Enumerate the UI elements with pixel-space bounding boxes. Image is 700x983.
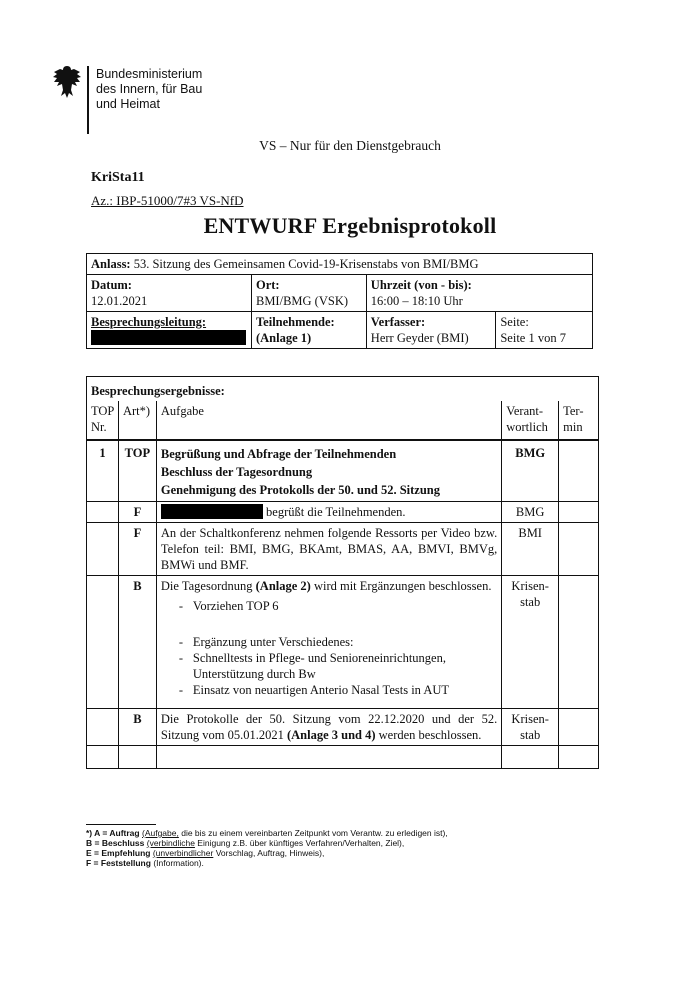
results-heading: Besprechungsergebnisse: <box>87 377 599 402</box>
table-row <box>87 709 599 746</box>
row1-line-3: Genehmigung des Protokolls der 50. und 52. Sitzung <box>160 483 441 497</box>
meeting-info-table <box>86 253 593 349</box>
row4-verantwortlich: Krisen-stab <box>502 576 559 709</box>
row2-aufgabe <box>156 502 501 523</box>
uhrzeit-cell <box>366 275 592 312</box>
row1-aufgabe <box>156 440 501 502</box>
footnote-e-key: E = Empfehlung <box>86 848 151 858</box>
anlass-value: 53. Sitzung des Gemeinsamen Covid-19-Krisenstabs von BMI/BMG <box>133 257 479 271</box>
row4-text-c: wird mit Ergänzungen beschlossen. <box>310 579 492 593</box>
people-row <box>87 312 593 349</box>
federal-eagle-icon <box>52 64 82 100</box>
ministry-line-1: Bundesministerium <box>96 67 203 81</box>
redaction-block <box>91 330 246 345</box>
seite-value: Seite 1 von 7 <box>500 331 566 345</box>
footnote-e-rest: Vorschlag, Auftrag, Hinweis), <box>213 848 325 858</box>
row6-aufgabe <box>156 746 501 769</box>
row2-termin <box>559 502 599 523</box>
verfasser-value: Herr Geyder (BMI) <box>370 331 469 345</box>
seite-label: Seite: <box>500 315 529 329</box>
row6-verantwortlich <box>502 746 559 769</box>
leitung-label: Besprechungsleitung: <box>91 315 207 329</box>
footnote-e <box>86 848 448 858</box>
row4-list <box>161 598 497 614</box>
ort-label: Ort: <box>255 278 280 292</box>
col-aufgabe-header: Aufgabe <box>156 401 501 440</box>
table-row <box>87 440 599 502</box>
leitung-cell <box>87 312 252 349</box>
footnote-a-underlined: (Aufgabe, <box>141 828 179 838</box>
col-verantwortlich-header: Verant-wortlich <box>502 401 559 440</box>
footnote-rule <box>86 824 156 825</box>
row5-termin <box>559 709 599 746</box>
verfasser-label: Verfasser: <box>370 315 426 329</box>
row4-aufgabe <box>156 576 501 709</box>
row5-aufgabe <box>156 709 501 746</box>
row1-verantwortlich: BMG <box>502 440 559 502</box>
results-header-row <box>87 401 599 440</box>
anlass-label: Anlass: <box>91 257 131 271</box>
row1-termin <box>559 440 599 502</box>
seite-cell <box>496 312 593 349</box>
teilnehmende-label: Teilnehmende: <box>255 315 335 329</box>
row6-termin <box>559 746 599 769</box>
row3-top <box>87 523 119 576</box>
col-top-header: TOP Nr. <box>87 401 119 440</box>
letterhead-bar <box>87 66 89 134</box>
table-row <box>87 523 599 576</box>
document-title: ENTWURF Ergebnisprotokoll <box>203 213 497 238</box>
ort-value: BMI/BMG (VSK) <box>255 294 349 308</box>
footnote-b-underlined: (verbindliche <box>146 838 195 848</box>
col-art-header: Art*) <box>118 401 156 440</box>
footnote-b-key: B = Beschluss <box>86 838 145 848</box>
row5-text-b: (Anlage 3 und 4) <box>286 728 376 742</box>
row5-text-c: werden beschlossen. <box>375 728 482 742</box>
row4-top <box>87 576 119 709</box>
row1-line-2: Beschluss der Tagesordnung <box>160 465 313 479</box>
footnote <box>86 828 448 868</box>
uhrzeit-label: Uhrzeit (von - bis): <box>370 278 472 292</box>
uhrzeit-value: 16:00 – 18:10 Uhr <box>370 294 463 308</box>
verfasser-cell <box>366 312 496 349</box>
row3-art: F <box>118 523 156 576</box>
datum-cell <box>87 275 252 312</box>
datum-value: 12.01.2021 <box>91 294 148 308</box>
anlass-row <box>87 254 593 275</box>
redaction-block <box>161 504 263 519</box>
footnote-f <box>86 858 448 868</box>
ministry-name <box>96 67 202 112</box>
datum-label: Datum: <box>91 278 132 292</box>
row6-top <box>87 746 119 769</box>
row4-text-a: Die Tagesordnung <box>160 579 256 593</box>
reference-number: Az.: IBP-51000/7#3 VS-NfD <box>91 193 244 208</box>
row5-top <box>87 709 119 746</box>
row2-art: F <box>118 502 156 523</box>
row2-top <box>87 502 119 523</box>
list-item: - Ergänzung unter Verschiedenes: <box>179 634 497 650</box>
footnote-a <box>86 828 448 838</box>
footnote-f-key: F = Feststellung <box>86 858 151 868</box>
list-item: - Schnelltests in Pflege- und Senioreneinrichtungen, Unterstützung durch Bw <box>179 650 497 682</box>
row5-verantwortlich: Krisen-stab <box>502 709 559 746</box>
table-row <box>87 746 599 769</box>
row2-verantwortlich: BMG <box>502 502 559 523</box>
row1-line-1: Begrüßung und Abfrage der Teilnehmenden <box>160 447 397 461</box>
teilnehmende-value: (Anlage 1) <box>255 331 312 345</box>
row3-verantwortlich: BMI <box>502 523 559 576</box>
footnote-a-key: *) A = Auftrag <box>86 828 140 838</box>
unit-label: KriSta11 <box>91 170 145 185</box>
row1-art: TOP <box>118 440 156 502</box>
ministry-line-3: und Heimat <box>96 97 160 111</box>
classification-notice: VS – Nur für den Dienstgebrauch <box>259 138 441 153</box>
row4-termin <box>559 576 599 709</box>
list-item: - Einsatz von neuartigen Anterio Nasal Tests in AUT <box>179 682 497 698</box>
ministry-line-2: des Innern, für Bau <box>96 82 203 96</box>
row4-art: B <box>118 576 156 709</box>
row4-list-2 <box>161 634 497 698</box>
date-row <box>87 275 593 312</box>
ort-cell <box>251 275 366 312</box>
footnote-a-rest: die bis zu einem vereinbarten Zeitpunkt vom Verantw. zu erledigen ist), <box>178 828 448 838</box>
footnote-b <box>86 838 448 848</box>
row5-text-a: Die Protokolle der 50. Sitzung vom 22.12.2020 und der 52. Sitzung vom 05.01.2021 <box>160 712 498 742</box>
row3-aufgabe: An der Schaltkonferenz nehmen folgende Ressorts per Video bzw. Telefon teil: BMI, BMG, BKAmt, BMAS, AA, BMVI, BMVg, BMWi und BMF. <box>156 523 501 576</box>
col-termin-header: Ter-min <box>559 401 599 440</box>
table-row <box>87 576 599 709</box>
row6-art <box>118 746 156 769</box>
footnote-b-rest: Einigung z.B. über künftiges Verfahren/Verhalten, Ziel), <box>194 838 405 848</box>
row3-termin <box>559 523 599 576</box>
results-heading-row <box>87 377 599 402</box>
row2-text: begrüßt die Teilnehmenden. <box>266 505 406 519</box>
footnote-f-rest: (Information). <box>150 858 204 868</box>
row1-top: 1 <box>87 440 119 502</box>
row5-art: B <box>118 709 156 746</box>
table-row <box>87 502 599 523</box>
list-item: - Vorziehen TOP 6 <box>179 598 497 614</box>
anlass-cell <box>87 254 593 275</box>
row4-text-b: (Anlage 2) <box>255 579 311 593</box>
footnote-e-underlined: (unverbindlicher <box>152 848 214 858</box>
results-table <box>86 376 599 769</box>
teilnehmende-cell <box>251 312 366 349</box>
